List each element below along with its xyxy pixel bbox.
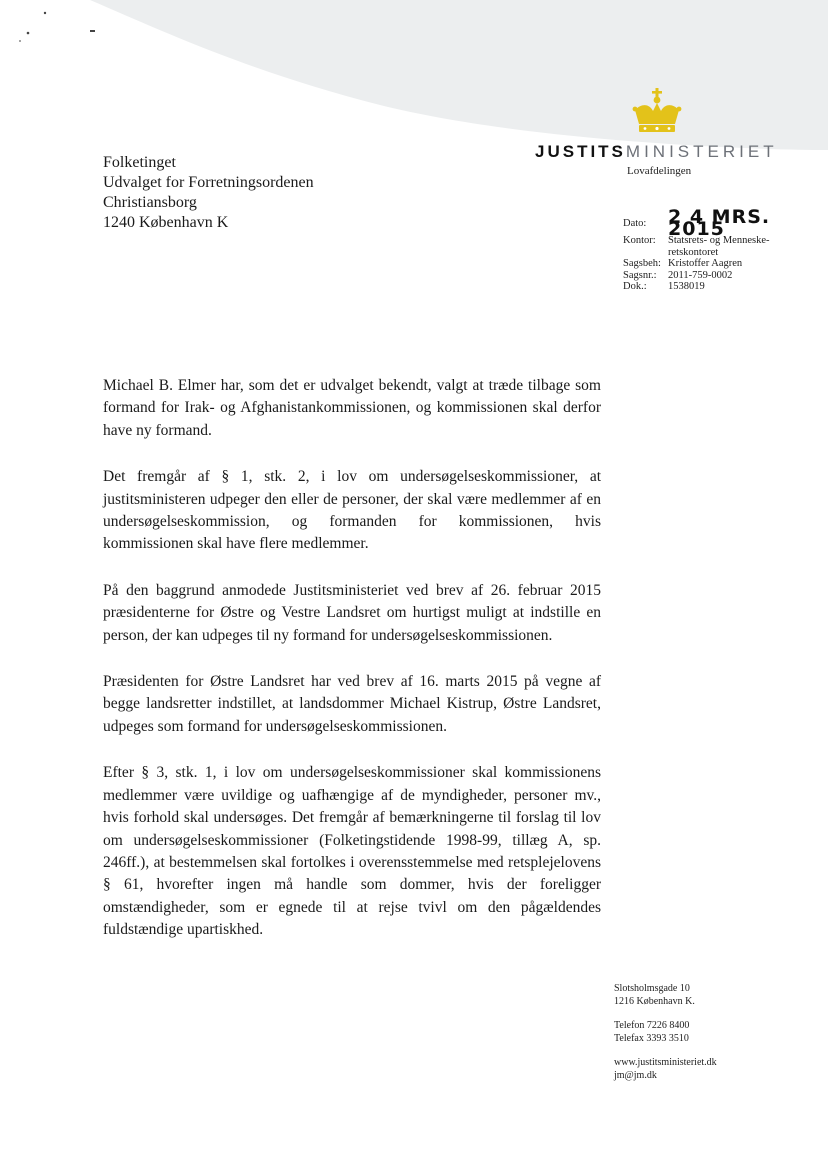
recipient-line-1: Folketinget [103,154,176,171]
caseworker-value: Kristoffer Aagren [668,258,743,269]
office-value: Statsrets- og Menneske-retskontoret [668,235,770,258]
crown-icon [631,88,683,134]
letter-meta [623,206,788,293]
meta-case-number-row [623,270,788,282]
recipient-address [103,153,314,233]
date-stamp: 2 4 MRS. 2015 [668,206,771,240]
wordmark-light: MINISTERIET [625,142,778,161]
meta-caseworker-row [623,258,788,270]
office-label: Kontor: [623,235,656,246]
case-number-value: 2011-759-0002 [668,269,733,281]
contact-web-link[interactable]: www.justitsministeriet.dk [614,1057,717,1068]
contact-block [614,983,717,1082]
department-name: Lovafdelingen [627,165,692,177]
ministry-wordmark [535,142,778,162]
wordmark-bold: JUSTITS [535,142,626,161]
body-paragraph-3: På den baggrund anmodede Justitsministeriet ved brev af 26. februar 2015 præsidenterne for Østre og Vestre Landsret om hurtigst muligt at indstille en person, der kan udpeges til ny formand for undersøgelseskommissionen. [103,581,601,644]
date-label: Dato: [623,218,647,229]
meta-document-row [623,281,788,293]
contact-city: 1216 København K. [614,995,695,1007]
contact-fax: Telefax 3393 3510 [614,1032,689,1044]
body-paragraph-1: Michael B. Elmer har, som det er udvalget bekendt, valgt at træde tilbage som formand for Irak- og Afghanistankommissionen, og kommissionen skal derfor have ny formand. [103,377,601,439]
scan-specks [0,0,110,50]
recipient-line-3: Christiansborg [103,194,197,211]
caseworker-label: Sagsbeh: [623,258,661,269]
body-paragraph-4: Præsidenten for Østre Landsret har ved brev af 16. marts 2015 på vegne af begge landsretter indstillet, at landsdommer Michael Kistrup, Østre Landsret, udpeges som formand for undersøgelseskommissionen. [103,673,601,735]
contact-phone: Telefon 7226 8400 [614,1020,690,1031]
document-value: 1538019 [668,281,705,292]
contact-street: Slotsholmsgade 10 [614,983,690,994]
case-number-label: Sagsnr.: [623,269,657,281]
body-paragraph-5: Efter § 3, stk. 1, i lov om undersøgelseskommissioner skal kommissionens medlemmer være uvildige og uafhængige af de myndigheder, personer mv., hvis forhold skal undersøges. Det fremgår af bemærkningerne til forslag til lov om undersøgelseskommissioner (Folketingstidende 1998-99, tillæg A, sp. 246ff.), at bestemmelsen skal fortolkes i overensstemmelse med retsplejelovens § 61, hvorefter ingen må handle som dommer, hvis der foreligger omstændigheder, som er egnede til at rejse tvivl om den pågældendes fuldstændige upartiskhed. [103,764,601,939]
body-paragraph-2: Det fremgår af § 1, stk. 2, i lov om undersøgelseskommissioner, at justitsministeren udpeger den eller de personer, der skal være medlemmer af en undersøgelseskommission, og formanden for kommissionen, hvis kommissionen skal have flere medlemmer. [103,468,601,553]
document-label: Dok.: [623,281,647,292]
letter-body [103,375,601,966]
ministry-logo [535,88,780,178]
recipient-line-2: Udvalget for Forretningsordenen [103,174,314,191]
recipient-line-4: 1240 København K [103,214,229,231]
contact-email-link[interactable]: jm@jm.dk [614,1069,657,1081]
